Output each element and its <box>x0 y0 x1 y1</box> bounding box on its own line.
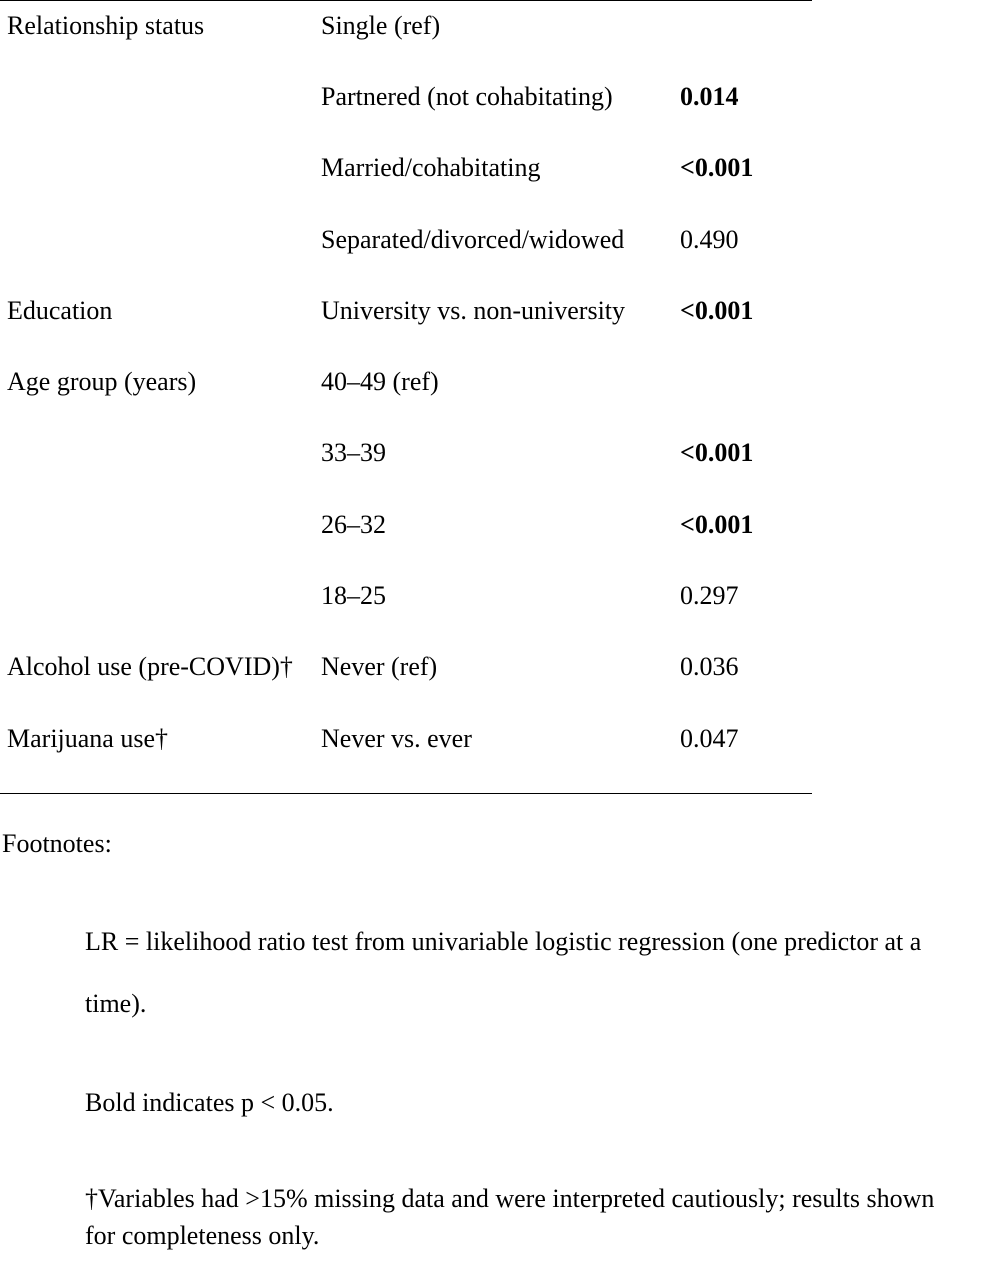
p-value-cell: 0.047 <box>680 724 739 753</box>
footnotes-heading: Footnotes: <box>2 829 112 858</box>
footnote-bold-note: Bold indicates p < 0.05. <box>85 1088 334 1117</box>
p-value-cell: <0.001 <box>680 153 754 182</box>
table-row <box>0 576 812 616</box>
p-value-cell: 0.036 <box>680 652 739 681</box>
table-row <box>0 6 812 46</box>
category-cell: Single (ref) <box>321 11 441 40</box>
category-cell: Never vs. ever <box>321 724 472 753</box>
p-value-cell: 0.014 <box>680 82 739 111</box>
table-row <box>0 220 812 260</box>
table-row <box>0 291 812 331</box>
variable-cell: Age group (years) <box>7 367 197 396</box>
table-row <box>0 647 812 687</box>
footnote-dagger-line-2: for completeness only. <box>85 1221 320 1250</box>
p-value-cell: <0.001 <box>680 438 754 467</box>
p-value-cell: <0.001 <box>680 296 754 325</box>
table-row <box>0 362 812 402</box>
p-value-cell: 0.490 <box>680 225 739 254</box>
variable-cell: Relationship status <box>7 11 205 40</box>
table-top-rule <box>0 0 812 1</box>
table-row <box>0 77 812 117</box>
category-cell: University vs. non-university <box>321 296 626 325</box>
footnote-lr-line-1: LR = likelihood ratio test from univariable logistic regression (one predictor at a <box>85 927 922 956</box>
table-row <box>0 719 812 759</box>
category-cell: Never (ref) <box>321 652 438 681</box>
table-bottom-rule <box>0 793 812 794</box>
category-cell: 33–39 <box>321 438 386 467</box>
variable-cell: Education <box>7 296 113 325</box>
category-cell: Separated/divorced/widowed <box>321 225 625 254</box>
table-row <box>0 433 812 473</box>
variable-cell: Marijuana use† <box>7 724 169 753</box>
category-cell: 26–32 <box>321 510 386 539</box>
p-value-cell: 0.297 <box>680 581 739 610</box>
p-value-cell: <0.001 <box>680 510 754 539</box>
footnote-dagger-line-1: †Variables had >15% missing data and were interpreted cautiously; results shown <box>85 1184 935 1213</box>
table-row <box>0 505 812 545</box>
category-cell: Married/cohabitating <box>321 153 541 182</box>
footnote-lr-line-2: time). <box>85 989 147 1018</box>
category-cell: 18–25 <box>321 581 386 610</box>
category-cell: Partnered (not cohabitating) <box>321 82 613 111</box>
table-row <box>0 148 812 188</box>
variable-cell: Alcohol use (pre-COVID)† <box>7 652 293 681</box>
category-cell: 40–49 (ref) <box>321 367 439 396</box>
